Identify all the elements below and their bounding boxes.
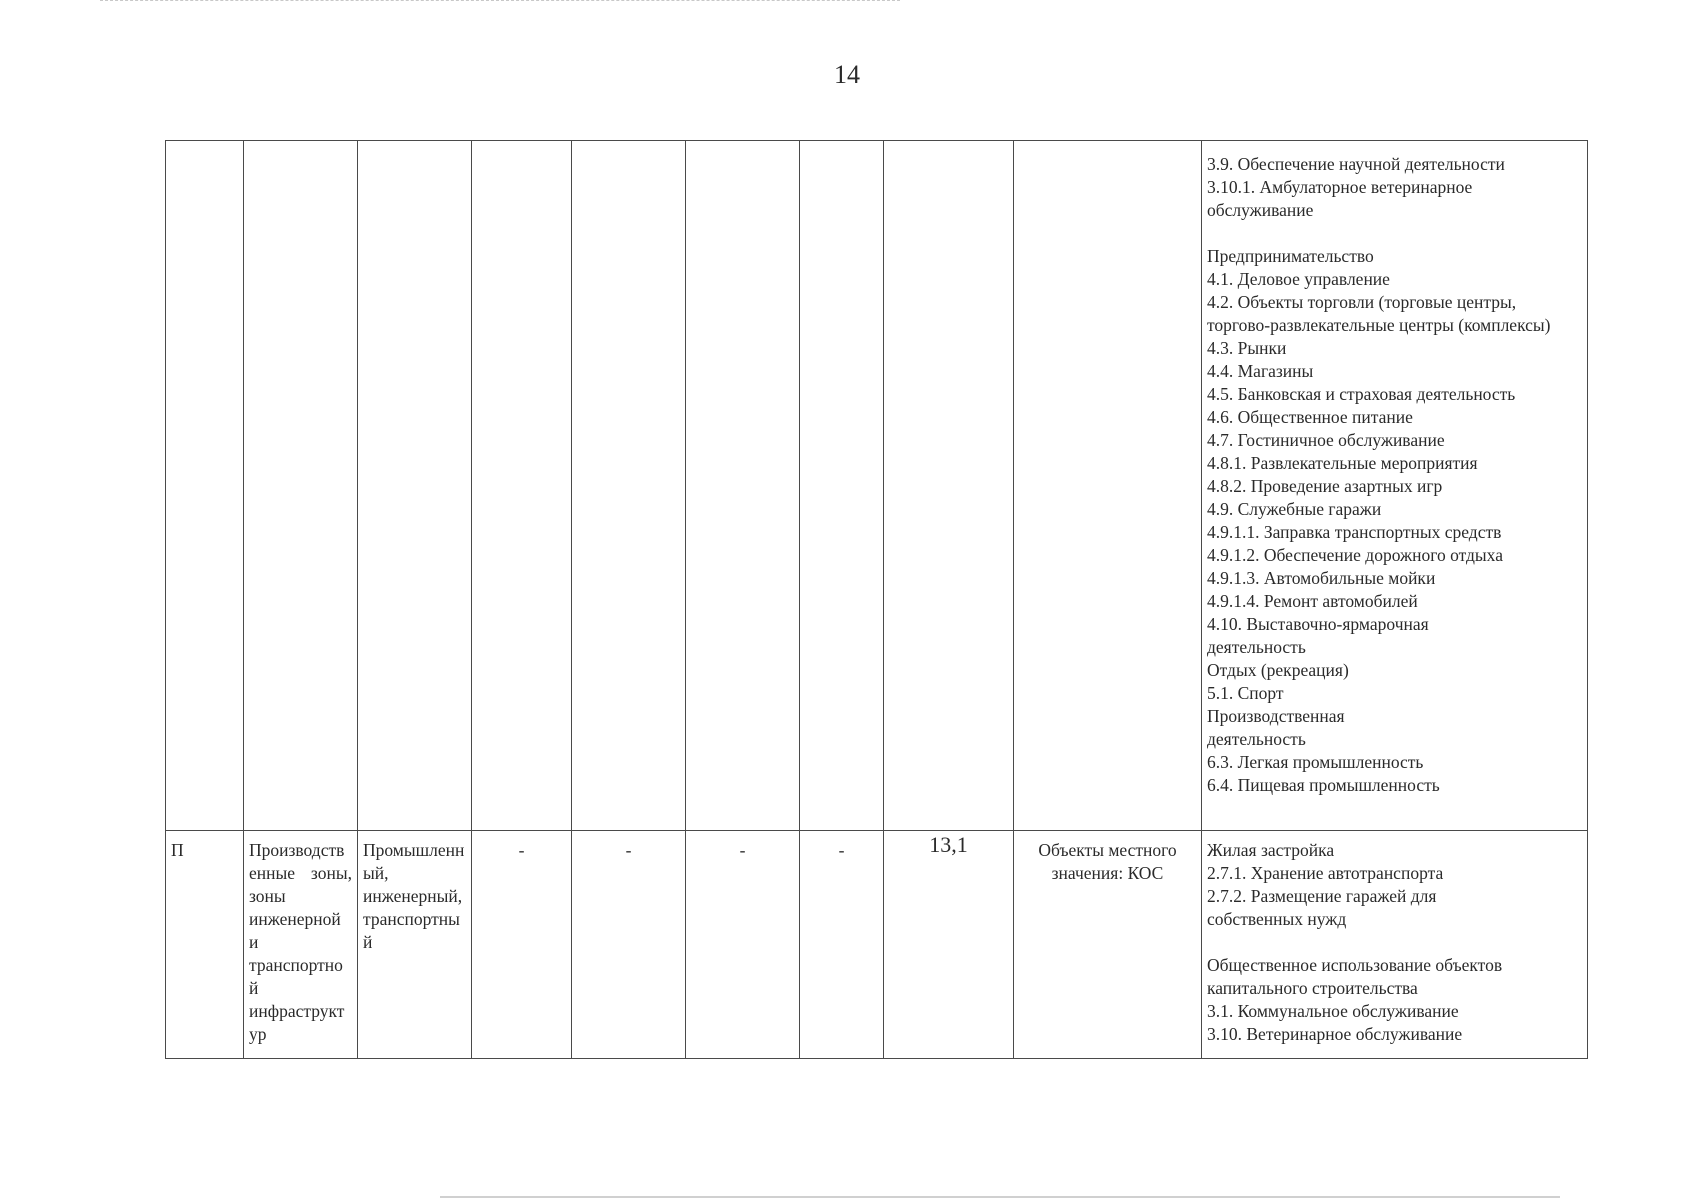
use-item: 4.1. Деловое управление — [1207, 269, 1390, 289]
use-item: 6.3. Легкая промышленность — [1207, 752, 1424, 772]
use-item: 4.6. Общественное питание — [1207, 407, 1413, 427]
use-item: 4.9.1.3. Автомобильные мойки — [1207, 568, 1436, 588]
table-row-continued — [166, 141, 1588, 831]
use-item: 4.9.1.2. Обеспечение дорожного отдыха — [1207, 545, 1503, 565]
use-item: 3.10.1. Амбулаторное ветеринарное обслуживание — [1207, 177, 1473, 220]
use-item: 4.9. Служебные гаражи — [1207, 499, 1382, 519]
use-item: 4.2. Объекты торговли (торговые центры, торгово-развлекательные центры (комплексы) — [1207, 292, 1551, 335]
use-item: 6.4. Пищевая промышленность — [1207, 775, 1440, 795]
use-group-heading: Жилая застройка — [1207, 840, 1335, 860]
scan-artifact — [100, 0, 900, 5]
cell-zone-type: Промышленный, инженерный, транспортный — [358, 831, 472, 1059]
page-number: 14 — [834, 60, 860, 89]
use-item: 4.5. Банковская и страховая деятельность — [1207, 384, 1516, 404]
use-item: 4.7. Гостиничное обслуживание — [1207, 430, 1445, 450]
use-item: 2.7.1. Хранение автотранспорта — [1207, 863, 1444, 883]
use-item: 4.9.1.4. Ремонт автомобилей — [1207, 591, 1418, 611]
list-spacer — [1207, 222, 1582, 245]
zoning-table — [165, 140, 1588, 1059]
use-item: 5.1. Спорт — [1207, 683, 1284, 703]
cell-code: П — [166, 831, 244, 1059]
cell-permitted-uses — [1202, 141, 1588, 831]
cell-col5: - — [572, 831, 686, 1059]
use-item: 3.1. Коммунальное обслуживание — [1207, 1001, 1459, 1021]
use-item: 4.9.1.1. Заправка транспортных средств — [1207, 522, 1502, 542]
cell-objects — [1014, 141, 1202, 831]
use-item: 4.4. Магазины — [1207, 361, 1314, 381]
use-item: 4.10. Выставочно-ярмарочная деятельность — [1207, 614, 1429, 657]
cell-zone-name: Производственные зоны, зоны инженерной и транспортной инфраструктур — [244, 831, 358, 1059]
cell-area: 13,1 — [884, 831, 1014, 1059]
cell-zone-name — [244, 141, 358, 831]
cell-col7: - — [800, 831, 884, 1059]
use-item: 3.10. Ветеринарное обслуживание — [1207, 1024, 1463, 1044]
use-item: 4.8.2. Проведение азартных игр — [1207, 476, 1443, 496]
list-spacer — [1207, 931, 1582, 954]
cell-col5 — [572, 141, 686, 831]
table-row-p — [166, 831, 1588, 1059]
cell-area — [884, 141, 1014, 831]
use-item: 4.3. Рынки — [1207, 338, 1287, 358]
use-group-heading: Общественное использование объектов капитального строительства — [1207, 955, 1503, 998]
use-item: 4.8.1. Развлекательные мероприятия — [1207, 453, 1478, 473]
use-item: 2.7.2. Размещение гаражей для собственных нужд — [1207, 886, 1437, 929]
use-item: 3.9. Обеспечение научной деятельности — [1207, 154, 1505, 174]
cell-col7 — [800, 141, 884, 831]
cell-col4: - — [472, 831, 572, 1059]
cell-col6 — [686, 141, 800, 831]
cell-permitted-uses — [1202, 831, 1588, 1059]
use-group-heading: Производственная деятельность — [1207, 706, 1345, 749]
cell-code — [166, 141, 244, 831]
cell-objects: Объекты местного значения: КОС — [1014, 831, 1202, 1059]
cell-col4 — [472, 141, 572, 831]
use-group-heading: Предпринимательство — [1207, 246, 1374, 266]
cell-zone-type — [358, 141, 472, 831]
use-group-heading: Отдых (рекреация) — [1207, 660, 1349, 680]
scan-artifact-line — [440, 1196, 1560, 1198]
cell-col6: - — [686, 831, 800, 1059]
